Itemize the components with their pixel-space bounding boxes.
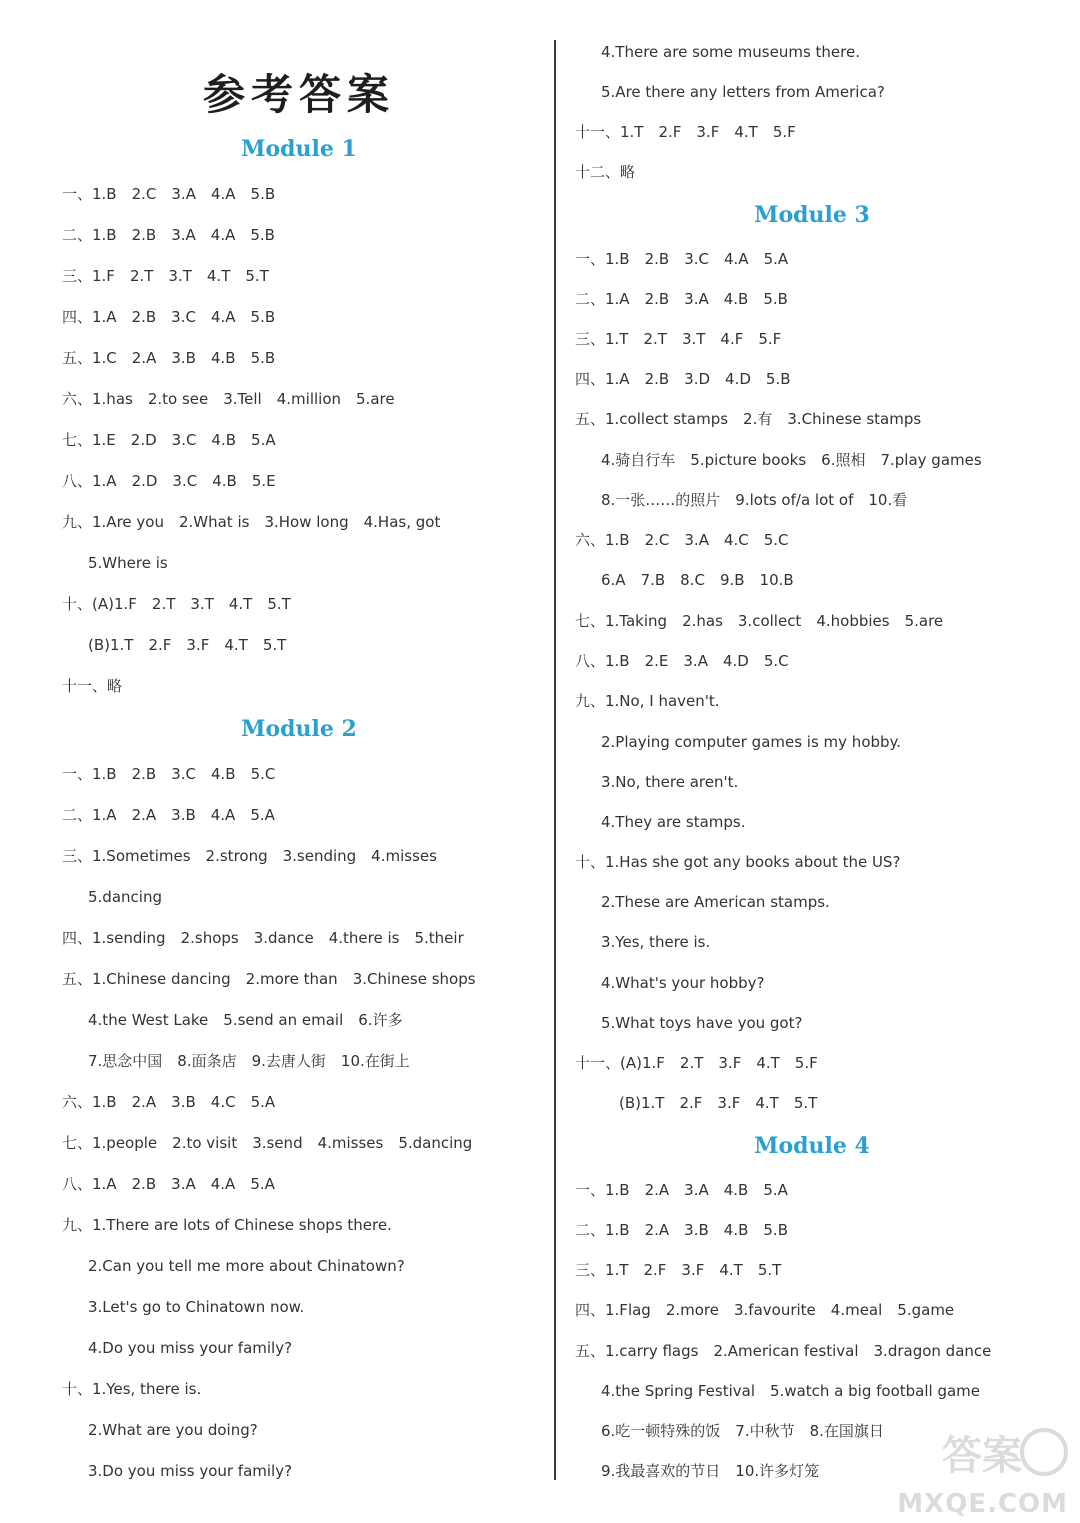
answer-line: 五、1.C 2.A 3.B 4.B 5.B [62,349,276,367]
answer-line: 一、1.B 2.C 3.A 4.A 5.B [62,185,276,203]
answer-line: 4.What's your hobby? [601,974,765,992]
answer-line: 二、1.A 2.B 3.A 4.B 5.B [575,290,788,308]
answer-line: 四、1.sending 2.shops 3.dance 4.there is 5.their [62,929,464,947]
answer-line: 十一、(A)1.F 2.T 3.F 4.T 5.F [575,1054,818,1072]
site-watermark [895,1424,1070,1519]
answer-line: 2.These are American stamps. [601,893,830,911]
answer-line: 5.Are there any letters from America? [601,83,885,101]
answer-line: 八、1.A 2.B 3.A 4.A 5.A [62,1175,275,1193]
answer-line: 三、1.F 2.T 3.T 4.T 5.T [62,267,269,285]
answer-line: 五、1.carry flags 2.American festival 3.dragon dance [575,1342,992,1360]
answer-line: 六、1.B 2.A 3.B 4.C 5.A [62,1093,276,1111]
answer-line: 3.Do you miss your family? [88,1462,293,1480]
answer-line: 4.There are some museums there. [601,43,860,61]
answer-line: 三、1.T 2.T 3.T 4.F 5.F [575,330,782,348]
answer-line: 九、1.There are lots of Chinese shops there. [62,1216,392,1234]
answer-line: 5.Where is [88,554,168,572]
module-3-heading: Module 3 [754,202,870,228]
module-2-heading: Module 2 [241,716,357,742]
answer-line: 四、1.A 2.B 3.C 4.A 5.B [62,308,276,326]
answer-line: 三、1.T 2.F 3.F 4.T 5.T [575,1261,782,1279]
answer-line: 三、1.Sometimes 2.strong 3.sending 4.misses [62,847,437,865]
answer-line: 8.一张……的照片 9.lots of/a lot of 10.看 [601,491,908,509]
answer-line: 七、1.people 2.to visit 3.send 4.misses 5.dancing [62,1134,473,1152]
answer-line: 一、1.B 2.B 3.C 4.A 5.A [575,250,789,268]
answer-line: (B)1.T 2.F 3.F 4.T 5.T [619,1094,818,1112]
answer-line: 六、1.B 2.C 3.A 4.C 5.C [575,531,789,549]
answer-line: 四、1.A 2.B 3.D 4.D 5.B [575,370,791,388]
answer-line: 2.What are you doing? [88,1421,258,1439]
module-1-heading: Module 1 [241,136,357,162]
answer-line: 七、1.Taking 2.has 3.collect 4.hobbies 5.are [575,612,944,630]
answer-line: 2.Playing computer games is my hobby. [601,733,902,751]
answer-line: 4.骑自行车 5.picture books 6.照相 7.play games [601,451,982,469]
answer-line: 5.What toys have you got? [601,1014,803,1032]
watermark-text: 答案 [942,1433,1022,1479]
answer-line: 七、1.E 2.D 3.C 4.B 5.A [62,431,276,449]
answer-line: 二、1.B 2.A 3.B 4.B 5.B [575,1221,788,1239]
answer-line: 五、1.Chinese dancing 2.more than 3.Chinese shops [62,970,476,988]
answer-line: 3.Yes, there is. [601,933,711,951]
answer-line: 3.No, there aren't. [601,773,739,791]
answer-line: 4.Do you miss your family? [88,1339,293,1357]
answer-line: 十、(A)1.F 2.T 3.T 4.T 5.T [62,595,291,613]
answer-line: 二、1.A 2.A 3.B 4.A 5.A [62,806,275,824]
watermark-circle-icon [1020,1428,1068,1476]
answer-line: 九、1.Are you 2.What is 3.How long 4.Has, got [62,513,441,531]
answer-line: 6.吃一顿特殊的饭 7.中秋节 8.在国旗日 [601,1422,884,1440]
answer-line: 四、1.Flag 2.more 3.favourite 4.meal 5.game [575,1301,955,1319]
answer-line: 十一、1.T 2.F 3.F 4.T 5.F [575,123,796,141]
answer-line: 六、1.has 2.to see 3.Tell 4.million 5.are [62,390,395,408]
answer-line: 3.Let's go to Chinatown now. [88,1298,305,1316]
answer-line: 一、1.B 2.A 3.A 4.B 5.A [575,1181,788,1199]
answer-line: 4.They are stamps. [601,813,746,831]
page-title: 参考答案 [202,70,395,119]
answer-line: 二、1.B 2.B 3.A 4.A 5.B [62,226,275,244]
watermark-url: MXQE.COM [897,1489,1068,1519]
answer-line: 九、1.No, I haven't. [575,692,720,710]
answer-line: 一、1.B 2.B 3.C 4.B 5.C [62,765,276,783]
answer-line: 2.Can you tell me more about Chinatown? [88,1257,405,1275]
answer-line: 4.the West Lake 5.send an email 6.许多 [88,1011,403,1029]
answer-line: 八、1.A 2.D 3.C 4.B 5.E [62,472,276,490]
answer-line: 十、1.Yes, there is. [62,1380,202,1398]
answer-line: 6.A 7.B 8.C 9.B 10.B [601,571,794,589]
answer-line: 十、1.Has she got any books about the US? [575,853,901,871]
answer-line: 7.思念中国 8.面条店 9.去唐人街 10.在街上 [88,1052,410,1070]
answer-line: 十一、略 [62,677,123,695]
answer-line: 五、1.collect stamps 2.有 3.Chinese stamps [575,410,922,428]
answer-line: 9.我最喜欢的节日 10.许多灯笼 [601,1462,820,1480]
column-divider [554,40,556,1480]
answer-line: 八、1.B 2.E 3.A 4.D 5.C [575,652,789,670]
answer-line: (B)1.T 2.F 3.F 4.T 5.T [88,636,287,654]
answer-line: 十二、略 [575,163,636,181]
answer-line: 4.the Spring Festival 5.watch a big football game [601,1382,981,1400]
answer-line: 5.dancing [88,888,162,906]
module-4-heading: Module 4 [754,1133,870,1159]
